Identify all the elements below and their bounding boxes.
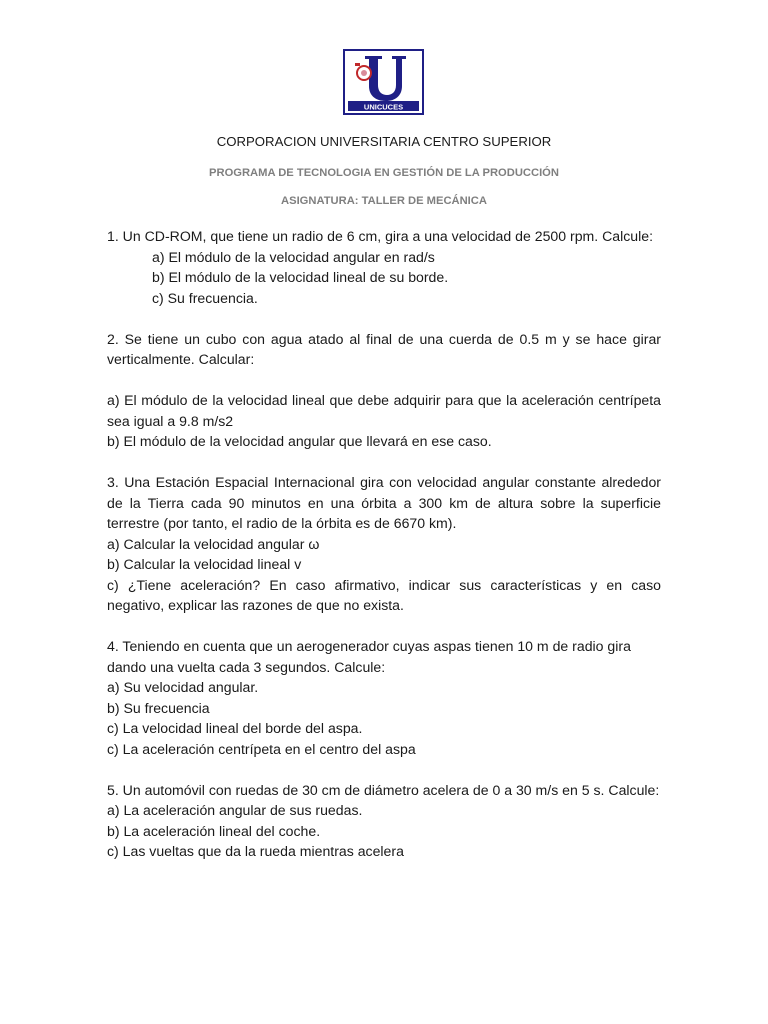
exercise-list [107,226,661,862]
question-2-item-a: a) El módulo de la velocidad lineal que debe adquirir para que la aceleración centrípeta sea igual a 9.8 m/s2 [107,392,661,429]
question-5-item-b: b) La aceleración lineal del coche. [107,822,321,839]
question-5-item-c: c) Las vueltas que da la rueda mientras acelera [107,843,404,859]
subject-name: ASIGNATURA: TALLER DE MECÁNICA [281,195,487,207]
question-5-item-a: a) La aceleración angular de sus ruedas. [107,802,363,818]
question-3-stem: 3. Una Estación Espacial Internacional gira con velocidad angular constante alrededor de la Tierra cada 90 minutos en una órbita a 300 km de altura sobre la superficie terrestre (por tanto, el radio de la órbita es de 6670 km). [107,474,661,531]
question-4-item-b: b) Su frecuencia [107,699,210,716]
question-2-item-b: b) El módulo de la velocidad angular que llevará en ese caso. [107,433,492,449]
logo-text: UNICUCES [363,102,404,112]
question-1-stem: 1. Un CD-ROM, que tiene un radio de 6 cm, gira a una velocidad de 2500 rpm. Calcule: [107,228,654,244]
question-4-stem-line-1: 4. Teniendo en cuenta que un aerogenerador cuyas aspas tienen 10 m de radio gira [107,638,631,654]
question-1-item-a: a) El módulo de la velocidad angular en rad/s [152,248,435,265]
question-4-item-d: c) La aceleración centrípeta en el centro del aspa [107,740,416,757]
question-4-stem-line-2: dando una vuelta cada 3 segundos. Calcule: [107,658,386,675]
question-2-stem: 2. Se tiene un cubo con agua atado al final de una cuerda de 0.5 m y se hace girar verticalmente. Calcular: [107,330,661,367]
institution-name: CORPORACION UNIVERSITARIA CENTRO SUPERIOR [216,134,552,149]
question-1-item-c: c) Su frecuencia. [152,289,258,306]
program-name: PROGRAMA DE TECNOLOGIA EN GESTIÓN DE LA PRODUCCIÓN [209,167,559,179]
question-3-item-a: a) Calcular la velocidad angular ω [107,535,320,552]
question-3-item-c: c) ¿Tiene aceleración? En caso afirmativo, indicar sus características y en caso negativo, explicar las razones de que no exista. [107,576,661,613]
question-4-item-a: a) Su velocidad angular. [107,679,259,695]
question-1-item-b: b) El módulo de la velocidad lineal de su borde. [152,269,449,285]
unicuces-logo [343,49,424,115]
question-3-item-b: b) Calcular la velocidad lineal v [107,556,302,572]
question-4-item-c: c) La velocidad lineal del borde del aspa. [107,720,363,736]
question-5-stem: 5. Un automóvil con ruedas de 30 cm de diámetro acelera de 0 a 30 m/s en 5 s. Calcule: [107,781,660,798]
